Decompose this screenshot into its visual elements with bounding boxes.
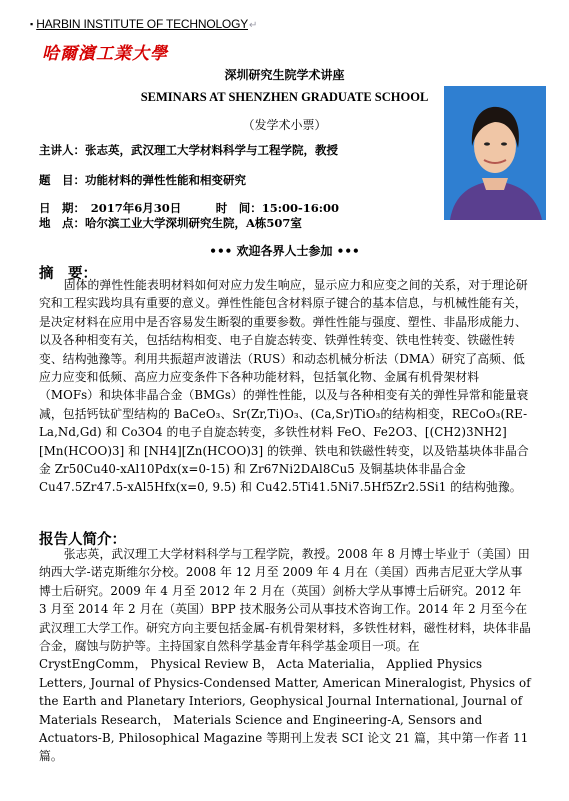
bio-body: [39, 545, 531, 766]
speaker-photo: [444, 86, 546, 220]
institute-name: HARBIN INSTITUTE OF TECHNOLOGY: [36, 17, 249, 31]
date-line: 日 期： 2017年6月30日 时 间：15:00-16:00: [39, 201, 340, 215]
title-chinese: 深圳研究生院学术讲座: [224, 68, 345, 82]
abstract-body: [39, 276, 531, 497]
bullet-icon: ▪: [30, 19, 34, 29]
ticket-note: （发学术小票）: [242, 118, 327, 132]
bio-paragraph: 张志英，武汉理工大学材料科学与工程学院，教授。2008 年 8 月博士毕业于（美国）田纳西大学-诺克斯维尔分校。2008 年 12 月至 2009 年 4 月在（美国）西弗吉尼亚大学从事博士后研究。2009 年 4 月至 2012 年 2 月在（英国）剑桥大学从事博士后研究。2012 年 3 月至 2014 年 2 月在（英国）BPP 技术服务公司从事技术咨询工作。2014 年 2 月至今在武汉理工大学工作。研究方向主要包括金属-有机骨架材料，多铁性材料，磁性材料，块体非晶合金，腐蚀与防护等。主持国家自然科学基金青年科学基金项目一项。在 CrystEngComm， Physical Review B， Acta Materialia， Applied Physics Letters, Journal of Physics-Condensed Matter, American Mineralogist, Physics of the Earth and Planetary Interiors, Geophysical Journal International, Journal of Materials Research， Materials Science and Engineering-A, Sensors and Actuators-B, Philosophical Magazine 等期刊上发表 SCI 论文 21 篇，其中第一作者 11 篇。: [39, 547, 531, 764]
bio-title: 报告人简介：: [39, 531, 126, 548]
title-english: SEMINARS AT SHENZHEN GRADUATE SCHOOL: [140, 90, 429, 104]
topic-line: 题 目：功能材料的弹性性能和相变研究: [39, 173, 246, 187]
header-institute: [30, 17, 257, 31]
university-logo-text: 哈爾濱工業大學: [42, 44, 168, 64]
abstract-paragraph: 固体的弹性性能表明材料如何对应力发生响应，显示应力和应变之间的关系，对于理论研究和工程实践均具有重要的意义。弹性性能包含材料原子键合的基本信息，与机械性能有关，是决定材料在应用中是否容易发生断裂的重要参数。弹性性能与强度、塑性、非晶形成能力、以及各种相变有关，包括结构相变、电子自旋态转变、铁弹性转变、铁电性转变、铁磁性转变、结构弛豫等。利用共振超声波谱法（RUS）和动态机械分析法（DMA）研究了高频、低应力应变和低频、高应力应变条件下各种功能材料，包括氧化物、金属有机骨架材料（MOFs）和块体非晶合金（BMGs）的弹性性能，以及与各种相变有关的弹性异常和能量衰减，包括钙钛矿型结构的 BaCeO₃、Sr(Zr,Ti)O₃、(Ca,Sr)TiO₃的结构相变，RECoO₃(RE-La,Nd,Gd) 和 Co3O4 的电子自旋态转变，多铁性材料 FeO、Fe2O3、[(CH2)3NH2][Mn(HCOO)3] 和 [NH4][Zn(HCOO)3] 的铁弹、铁电和铁磁性转变，以及锆基块体非晶合金 Zr50Cu40-xAl10Pdx(x=0-15) 和 Zr67Ni2DAl8Cu5 及铜基块体非晶合金 Cu47.5Zr47.5-xAl5Hfx(x=0, 9.5) 和 Cu42.5Ti41.5Ni7.5Hf5Zr2.5Si1 的结构弛豫。: [39, 278, 529, 495]
location-line: 地 点：哈尔滨工业大学深圳研究生院，A栋507室: [39, 216, 302, 230]
speaker-line: 主讲人：张志英，武汉理工大学材料科学与工程学院，教授: [39, 143, 338, 157]
welcome-banner: ••• 欢迎各界人士参加 •••: [209, 244, 360, 258]
abstract-title: 摘 要：: [39, 265, 97, 282]
speaker-portrait-icon: [444, 86, 546, 220]
paragraph-mark-icon: ↵: [249, 20, 258, 31]
